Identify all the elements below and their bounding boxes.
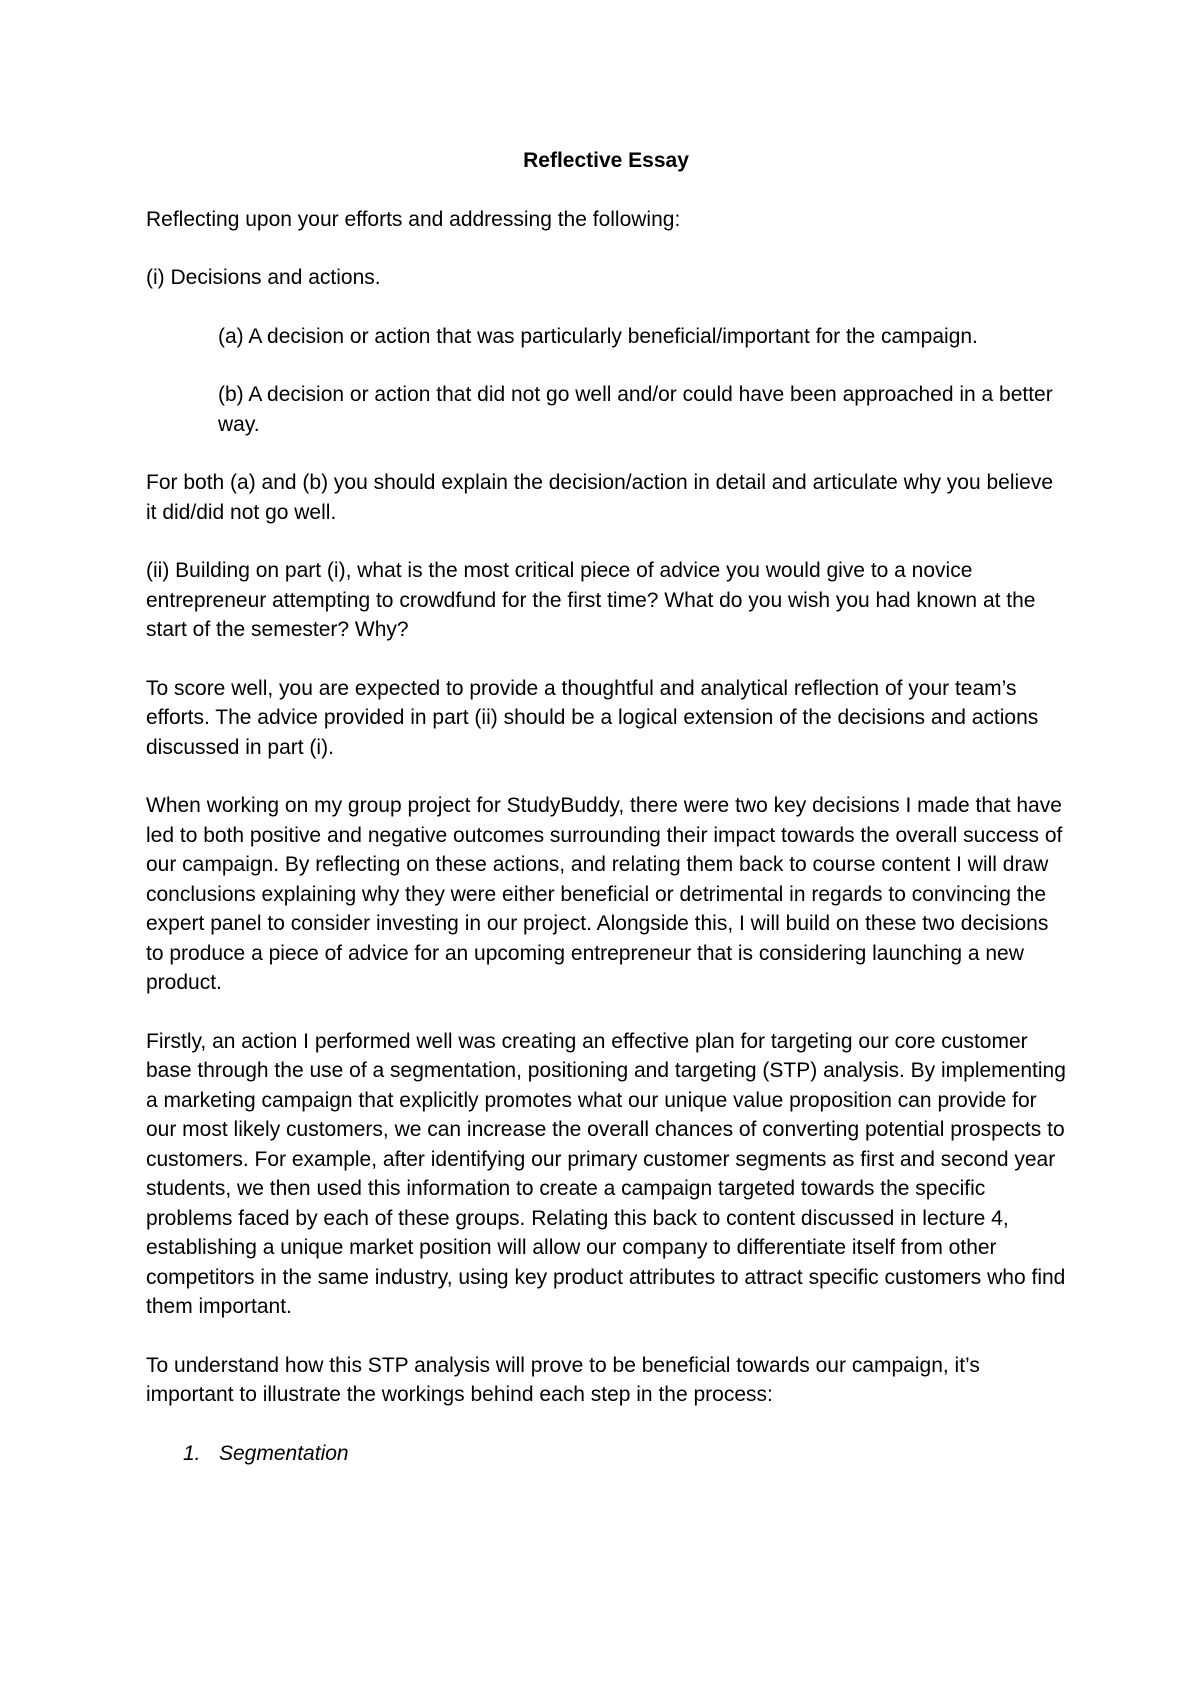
prompt-scoring: To score well, you are expected to provide a thoughtful and analytical reflection of your team’s efforts. The advice provided in part (ii) should be a logical extension of the decisions and actions discussed in part (i). xyxy=(146,676,1039,759)
prompt-part-ii: (ii) Building on part (i), what is the most critical piece of advice you would give to a novice entrepreneur attempting to crowdfund for the first time? What do you wish you had known at the start of the semester? Why? xyxy=(146,559,1036,641)
essay-paragraph-2: Firstly, an action I performed well was creating an effective plan for targeting our core customer base through the use of a segmentation, positioning and targeting (STP) analysis. By implementing a marketing campaign that explicitly promotes what our unique value proposition can provide for our most likely customers, we can increase the overall chances of converting potential prospects to customers. For example, after identifying our primary customer segments as first and second year students, we then used this information to create a campaign targeted towards the specific problems faced by each of these groups. Relating this back to content discussed in lecture 4, establishing a unique market position will allow our company to differentiate itself from other competitors in the same industry, using key product attributes to attract specific customers who find them important. xyxy=(146,1029,1066,1318)
list-item-segmentation xyxy=(183,1439,1066,1469)
prompt-both: For both (a) and (b) you should explain the decision/action in detail and articulate why you believe it did/did not go well. xyxy=(146,471,1054,524)
list-item-number: 1. xyxy=(183,1441,201,1465)
list-item-label: Segmentation xyxy=(219,1441,349,1465)
prompt-part-a: (a) A decision or action that was particularly beneficial/important for the campaign. xyxy=(218,324,978,348)
essay-paragraph-3: To understand how this STP analysis will prove to be beneficial towards our campaign, it’s important to illustrate the workings behind each step in the process: xyxy=(146,1353,980,1406)
prompt-intro: Reflecting upon your efforts and addressing the following: xyxy=(146,207,681,231)
prompt-part-i: (i) Decisions and actions. xyxy=(146,266,381,289)
prompt-part-b: (b) A decision or action that did not go well and/or could have been approached in a better way. xyxy=(218,383,1053,436)
document-title: Reflective Essay xyxy=(523,149,689,172)
document-body xyxy=(146,146,1066,1468)
essay-paragraph-1: When working on my group project for StudyBuddy, there were two key decisions I made that have led to both positive and negative outcomes surrounding their impact towards the overall success of our campaign. By reflecting on these actions, and relating them back to course content I will draw conclusions explaining why they were either beneficial or detrimental in regards to convincing the expert panel to consider investing in our project. Alongside this, I will build on these two decisions to produce a piece of advice for an upcoming entrepreneur that is considering launching a new product. xyxy=(146,794,1063,994)
